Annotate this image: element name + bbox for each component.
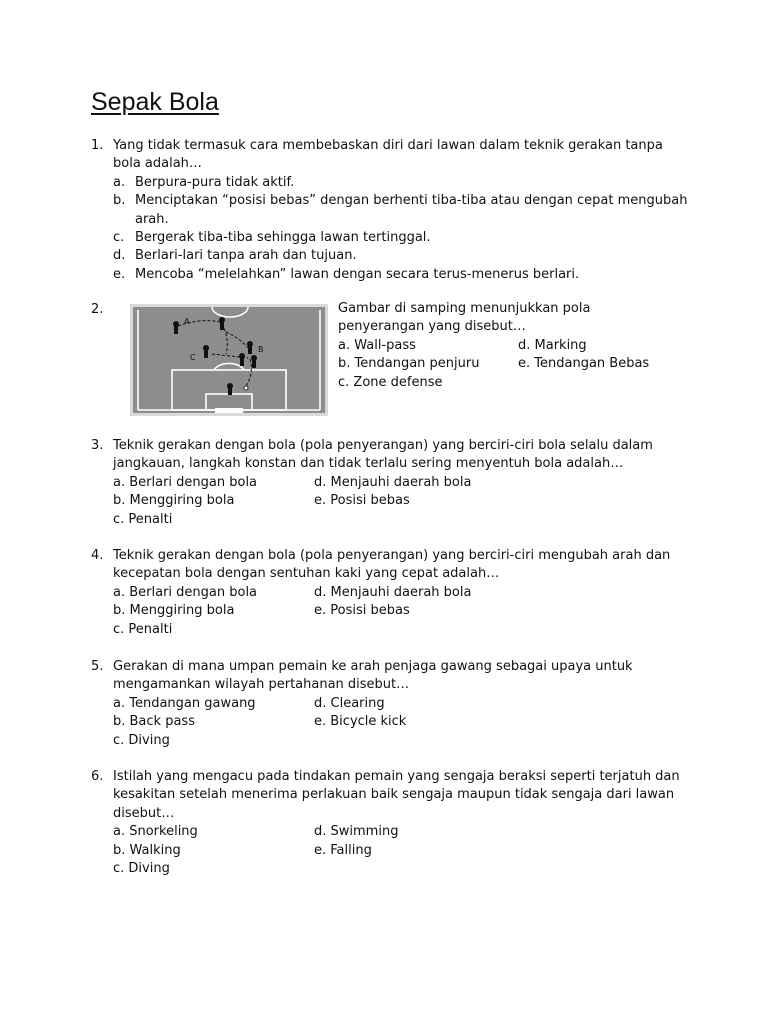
question-stem: Gambar di samping menunjukkan pola penyerangan yang disebut… [338,301,591,335]
page-title: Sepak Bola [91,88,219,116]
options-list [113,584,691,639]
option-d: d. Menjauhi daerah bola [314,474,472,490]
option-c: c. Diving [113,861,170,877]
option-c: c. Zone defense [338,374,443,390]
option-a: a. Wall-pass [338,337,416,353]
option-text: Menciptakan “posisi bebas” dengan berhenti tiba-tiba atau dengan cepat mengubah arah. [135,193,688,227]
option-d: d. Swimming [314,824,399,840]
player-icon [248,346,252,354]
question-4 [91,547,691,639]
option-e: e. Falling [314,842,372,858]
option-e [113,266,691,284]
option-letter: a. [113,174,126,190]
ball-icon [244,386,248,390]
figure-label-a: A [184,317,190,326]
option-text: Bergerak tiba-tiba sehingga lawan tertinggal. [135,230,431,246]
option-c: c. Diving [113,732,170,748]
option-a: a. Berlari dengan bola [113,584,258,600]
question-stem: Teknik gerakan dengan bola (pola penyerangan) yang berciri-ciri mengubah arah dan kecepatan bola dengan sentuhan kaki yang cepat adalah… [113,548,671,582]
player-icon [252,360,256,368]
option-b: b. Menggiring bola [113,493,235,509]
option-a: a. Berlari dengan bola [113,474,258,490]
option-text: Berpura-pura tidak aktif. [135,174,295,190]
question-number: 4. [91,548,104,563]
option-c: c. Penalti [113,621,173,637]
player-icon [220,322,224,330]
question-number: 2. [91,302,104,317]
goalkeeper-icon [228,388,232,395]
option-d: d. Menjauhi daerah bola [314,584,472,600]
question-number: 1. [91,138,104,153]
options-list [338,337,668,392]
option-e: e. Tendangan Bebas [518,356,650,372]
option-c: c. Penalti [113,511,173,527]
option-letter: b. [113,193,126,209]
option-a: a. Tendangan gawang [113,695,256,711]
options-list [113,474,691,529]
option-c [113,229,691,247]
option-b: b. Back pass [113,714,195,730]
player-icon [240,358,244,366]
goal [215,408,243,413]
soccer-field-diagram [130,304,328,416]
figure-label-c: C [190,353,196,362]
question-stem: Yang tidak termasuk cara membebaskan diri dari lawan dalam teknik gerakan tanpa bola adalah… [113,138,663,172]
options-list [113,823,691,878]
question-number: 6. [91,769,104,784]
question-2 [338,300,668,392]
option-d [113,247,691,265]
option-e: e. Bicycle kick [314,714,407,730]
options-list [113,695,691,750]
question-6 [91,768,691,878]
option-b: b. Tendangan penjuru [338,356,480,372]
option-b [113,192,691,229]
question-stem: Teknik gerakan dengan bola (pola penyerangan) yang berciri-ciri bola selalu dalam jangkauan, langkah konstan dan tidak terlalu sering menyentuh bola adalah… [113,438,653,472]
option-text: Berlari-lari tanpa arah dan tujuan. [135,248,357,264]
question-5 [91,658,691,750]
question-stem: Gerakan di mana umpan pemain ke arah penjaga gawang sebagai upaya untuk mengamankan wilayah pertahanan disebut… [113,659,633,693]
options-list [113,174,691,284]
option-letter: d. [113,248,126,264]
option-d: d. Marking [518,337,587,353]
question-1 [91,137,691,284]
question-3 [91,437,691,529]
option-d: d. Clearing [314,695,385,711]
soccer-field-image [130,304,328,416]
option-letter: c. [113,230,125,246]
option-a: a. Snorkeling [113,824,198,840]
figure-label-b: B [258,345,264,354]
question-number: 5. [91,659,104,674]
option-letter: e. [113,266,126,282]
option-b: b. Menggiring bola [113,603,235,619]
option-b: b. Walking [113,842,181,858]
option-e: e. Posisi bebas [314,493,410,509]
option-a [113,174,691,192]
option-e: e. Posisi bebas [314,603,410,619]
player-icon [204,350,208,358]
question-stem: Istilah yang mengacu pada tindakan pemain yang sengaja beraksi seperti terjatuh dan kesakitan setelah menerima perlakuan baik sengaja maupun tidak sengaja dari lawan disebut… [113,769,680,821]
player-icon [174,326,178,334]
question-number: 3. [91,438,104,453]
option-text: Mencoba “melelahkan” lawan dengan secara terus-menerus berlari. [135,266,580,282]
pitch [133,307,325,413]
